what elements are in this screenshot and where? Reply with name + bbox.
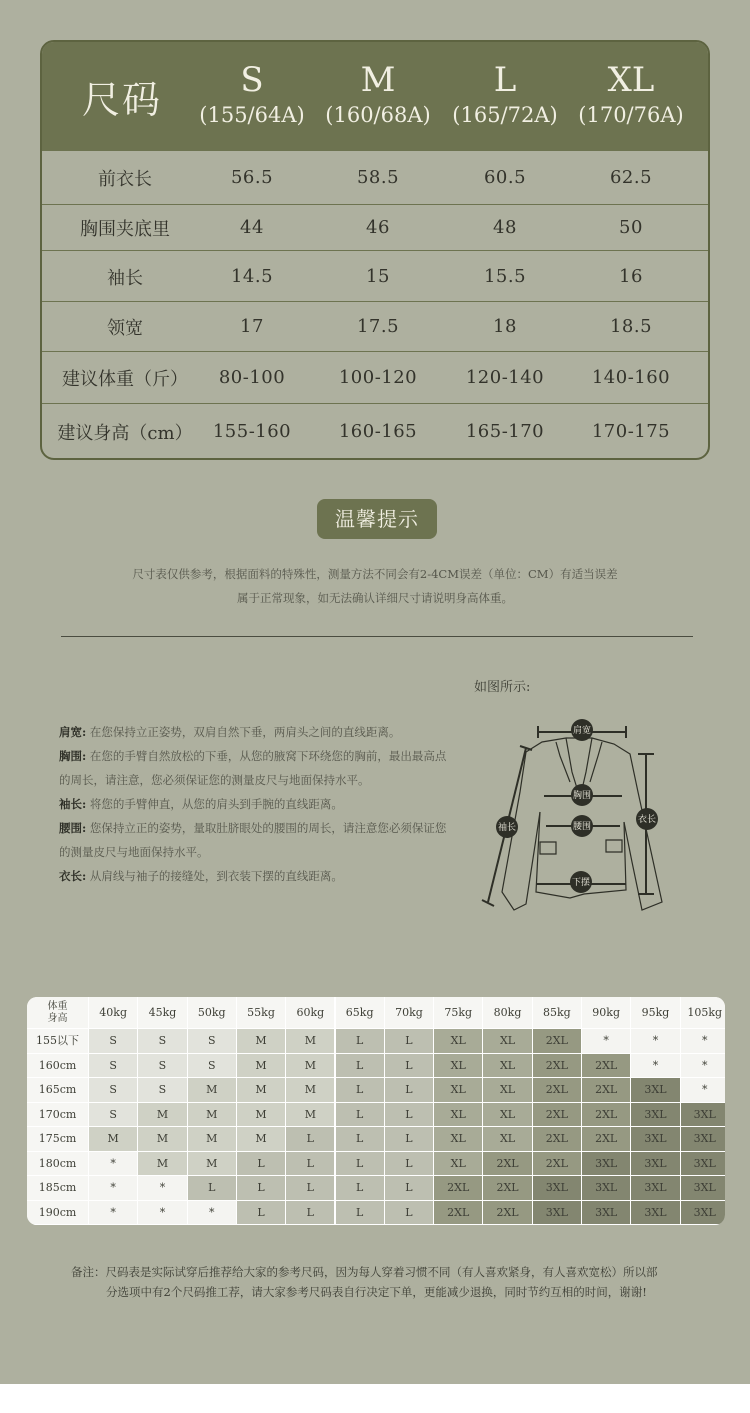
guide-item-shoulder [59, 720, 451, 744]
size-value-cell: 140-160 [591, 367, 671, 388]
size-recommendation-cell: L [237, 1176, 286, 1201]
size-recommendation-cell: 3XL [533, 1201, 582, 1226]
size-recommendation-cell: 3XL [681, 1103, 725, 1128]
size-recommendation-cell: S [89, 1103, 138, 1128]
size-recommendation-cell: * [89, 1176, 138, 1201]
size-recommendation-cell: L [336, 1201, 385, 1226]
weight-header: 105kg [681, 997, 725, 1029]
size-recommendation-cell: XL [483, 1029, 532, 1054]
size-recommendation-cell: M [89, 1127, 138, 1152]
guide-term: 袖长: [59, 797, 87, 811]
size-recommendation-cell: XL [434, 1054, 483, 1079]
size-value-cell: 15.5 [483, 266, 527, 287]
weight-header: 95kg [631, 997, 680, 1029]
size-value-cell: 100-120 [338, 367, 418, 388]
size-recommendation-cell: L [336, 1078, 385, 1103]
size-recommendation-cell: 3XL [631, 1201, 680, 1226]
waist-label: 腰围 [572, 822, 592, 832]
row-label: 建议身高（cm） [57, 422, 193, 444]
size-table-row [42, 351, 708, 404]
size-recommendation-cell: 3XL [533, 1176, 582, 1201]
height-header: 190cm [27, 1201, 89, 1226]
size-value-cell: 62.5 [609, 167, 653, 188]
height-header: 170cm [27, 1103, 89, 1128]
corner-header [27, 997, 89, 1029]
size-recommendation-cell: L [336, 1029, 385, 1054]
chest-label: 胸围 [572, 791, 592, 801]
size-recommendation-cell: M [188, 1078, 237, 1103]
size-recommendation-cell: 2XL [483, 1176, 532, 1201]
size-value-cell: 17.5 [356, 316, 400, 337]
size-recommendation-cell: L [385, 1054, 434, 1079]
size-value-cell: 48 [493, 217, 517, 238]
size-recommendation-cell: L [385, 1201, 434, 1226]
size-code: (165/72A) [452, 103, 558, 127]
weight-header: 85kg [533, 997, 582, 1029]
size-recommendation-cell: L [385, 1176, 434, 1201]
size-recommendation-cell: M [237, 1103, 286, 1128]
height-header: 165cm [27, 1078, 89, 1103]
size-recommendation-cell: M [237, 1078, 286, 1103]
size-value-cell: 165-170 [465, 421, 545, 442]
size-recommendation-cell: XL [483, 1103, 532, 1128]
size-recommendation-cell: L [336, 1127, 385, 1152]
size-recommendation-cell: 2XL [483, 1201, 532, 1226]
weight-header: 40kg [89, 997, 138, 1029]
size-value-cell: 16 [619, 266, 643, 287]
size-recommendation-cell: M [286, 1054, 335, 1079]
size-value-cell: 56.5 [230, 167, 274, 188]
size-value-cell: 120-140 [465, 367, 545, 388]
size-recommendation-cell: L [286, 1127, 335, 1152]
size-label: S [240, 60, 264, 100]
size-code: (160/68A) [325, 103, 431, 127]
size-recommendation-cell: 3XL [582, 1201, 631, 1226]
size-recommendation-cell: M [286, 1029, 335, 1054]
size-column-xl [568, 42, 694, 150]
size-recommendation-cell: * [681, 1078, 725, 1103]
size-recommendation-cell: * [631, 1054, 680, 1079]
size-table-header [42, 42, 708, 150]
size-recommendation-cell: S [138, 1078, 187, 1103]
size-recommendation-cell: S [89, 1029, 138, 1054]
size-recommendation-cell: 2XL [533, 1103, 582, 1128]
size-value-cell: 155-160 [212, 421, 292, 442]
size-recommendation-cell: M [188, 1103, 237, 1128]
size-value-cell: 44 [240, 217, 264, 238]
figure-caption: 如图所示: [474, 680, 531, 695]
weight-height-chart [27, 997, 725, 1225]
size-recommendation-cell: 2XL [533, 1127, 582, 1152]
corner-height: 身高 [47, 1012, 68, 1024]
size-recommendation-cell: 3XL [582, 1176, 631, 1201]
size-recommendation-cell: 2XL [582, 1127, 631, 1152]
size-value-cell: 15 [366, 266, 390, 287]
guide-text: 在您的手臂自然放松的下垂，从您的腋窝下环绕您的胸前，最出最高点的周长，请注意，您必须保证您的测量皮尺与地面保持水平。 [59, 749, 447, 787]
height-header: 180cm [27, 1152, 89, 1177]
size-recommendation-cell: 2XL [582, 1103, 631, 1128]
page-footer [0, 1384, 750, 1413]
size-recommendation-cell: 2XL [483, 1152, 532, 1177]
size-recommendation-cell: 2XL [434, 1176, 483, 1201]
size-recommendation-cell: 3XL [631, 1127, 680, 1152]
size-recommendation-cell: 2XL [533, 1029, 582, 1054]
size-value-cell: 58.5 [356, 167, 400, 188]
row-label: 前衣长 [98, 169, 152, 190]
size-recommendation-cell: L [385, 1103, 434, 1128]
size-recommendation-cell: * [138, 1201, 187, 1226]
size-recommendation-cell: L [385, 1127, 434, 1152]
height-header: 175cm [27, 1127, 89, 1152]
weight-header: 65kg [336, 997, 385, 1029]
size-recommendation-cell: S [188, 1054, 237, 1079]
size-value-cell: 170-175 [591, 421, 671, 442]
size-recommendation-cell: L [188, 1176, 237, 1201]
row-label: 建议体重（斤） [62, 369, 188, 390]
guide-item-sleeve [59, 792, 451, 816]
size-value-cell: 50 [619, 217, 643, 238]
guide-item-waist [59, 816, 451, 864]
row-label: 袖长 [107, 267, 143, 289]
size-recommendation-cell: M [286, 1103, 335, 1128]
size-recommendation-cell: L [336, 1103, 385, 1128]
size-recommendation-cell: 2XL [533, 1054, 582, 1079]
size-table [40, 40, 710, 460]
guide-text: 您保持立正的姿势，量取肚脐眼处的腰围的周长，请注意您必须保证您的测量皮尺与地面保持水平。 [59, 821, 447, 859]
size-table-row [42, 403, 708, 459]
tips-line-1: 尺寸表仅供参考，根据面料的特殊性，测量方法不同会有2-4CM误差（单位：CM）有适当误差 [132, 567, 618, 581]
size-recommendation-cell: * [681, 1029, 725, 1054]
size-table-row [42, 250, 708, 302]
note-line-1: 备注：尺码表是实际试穿后推荐给大家的参考尺码，因为每人穿着习惯不同（有人喜欢紧身，有人喜欢宽松）所以部 [71, 1265, 658, 1279]
size-recommendation-cell: * [188, 1201, 237, 1226]
guide-term: 衣长: [59, 869, 87, 883]
size-value-cell: 60.5 [483, 167, 527, 188]
shoulder-label: 肩宽 [572, 726, 592, 736]
weight-header: 55kg [237, 997, 286, 1029]
weight-header: 70kg [385, 997, 434, 1029]
size-recommendation-cell: XL [483, 1078, 532, 1103]
size-recommendation-cell: M [188, 1152, 237, 1177]
size-recommendation-cell: M [138, 1152, 187, 1177]
note-line-2: 分选项中有2个尺码推工荐，请大家参考尺码表自行决定下单，更能减少退换，同时节约互相的时间，谢谢! [106, 1285, 647, 1299]
size-recommendation-cell: XL [483, 1054, 532, 1079]
size-recommendation-cell: XL [434, 1029, 483, 1054]
row-label: 胸围夹底里 [80, 219, 170, 240]
size-recommendation-cell: M [237, 1054, 286, 1079]
size-value-cell: 80-100 [218, 367, 286, 388]
tips-line-2: 属于正常现象，如无法确认详细尺寸请说明身高体重。 [237, 591, 513, 605]
size-code: (155/64A) [199, 103, 305, 127]
size-value-cell: 160-165 [338, 421, 418, 442]
guide-item-chest [59, 744, 451, 792]
size-recommendation-cell: L [385, 1078, 434, 1103]
size-recommendation-cell: L [286, 1201, 335, 1226]
size-recommendation-cell: 3XL [681, 1176, 725, 1201]
weight-header: 80kg [483, 997, 532, 1029]
size-table-row [42, 204, 708, 251]
row-label: 领宽 [107, 318, 143, 339]
sleeve-label: 袖长 [497, 823, 517, 833]
size-recommendation-cell: * [681, 1054, 725, 1079]
size-column-m [315, 42, 441, 150]
height-header: 185cm [27, 1176, 89, 1201]
size-label: XL [607, 60, 655, 100]
size-recommendation-cell: XL [434, 1152, 483, 1177]
hem-label: 下摆 [571, 878, 591, 888]
size-value-cell: 46 [366, 217, 390, 238]
size-recommendation-cell: M [138, 1103, 187, 1128]
size-recommendation-cell: 2XL [582, 1078, 631, 1103]
size-recommendation-cell: L [286, 1152, 335, 1177]
size-recommendation-cell: * [631, 1029, 680, 1054]
size-recommendation-cell: * [582, 1029, 631, 1054]
size-recommendation-cell: 2XL [533, 1152, 582, 1177]
size-recommendation-cell: 3XL [631, 1078, 680, 1103]
size-recommendation-cell: 2XL [533, 1078, 582, 1103]
size-table-row [42, 150, 708, 205]
guide-term: 腰围: [59, 821, 87, 835]
size-table-title: 尺码 [81, 77, 162, 122]
weight-header: 50kg [188, 997, 237, 1029]
jacket-measurement-figure [474, 712, 674, 922]
size-recommendation-cell: L [385, 1152, 434, 1177]
size-value-cell: 14.5 [230, 266, 274, 287]
size-recommendation-cell: S [188, 1029, 237, 1054]
tips-badge: 温馨提示 [317, 499, 437, 539]
weight-header: 75kg [434, 997, 483, 1029]
size-recommendation-cell: L [336, 1152, 385, 1177]
size-recommendation-cell: 3XL [631, 1176, 680, 1201]
size-recommendation-cell: S [138, 1029, 187, 1054]
size-value-cell: 18 [493, 316, 517, 337]
size-recommendation-cell: 3XL [631, 1152, 680, 1177]
size-label: M [360, 60, 396, 100]
size-recommendation-cell: 3XL [681, 1127, 725, 1152]
size-recommendation-cell: 3XL [582, 1152, 631, 1177]
guide-term: 肩宽: [59, 725, 87, 739]
size-recommendation-cell: 3XL [631, 1103, 680, 1128]
size-recommendation-cell: L [336, 1176, 385, 1201]
size-recommendation-cell: M [237, 1127, 286, 1152]
size-recommendation-cell: * [89, 1201, 138, 1226]
size-recommendation-cell: L [237, 1201, 286, 1226]
size-recommendation-cell: 2XL [582, 1054, 631, 1079]
size-recommendation-cell: M [188, 1127, 237, 1152]
section-divider [61, 636, 693, 637]
size-recommendation-cell: * [138, 1176, 187, 1201]
size-value-cell: 18.5 [609, 316, 653, 337]
guide-term: 胸围: [59, 749, 87, 763]
length-label: 衣长 [637, 815, 657, 825]
weight-header: 90kg [582, 997, 631, 1029]
size-recommendation-cell: 3XL [681, 1201, 725, 1226]
size-recommendation-cell: XL [434, 1127, 483, 1152]
weight-header: 60kg [286, 997, 335, 1029]
size-recommendation-cell: XL [483, 1127, 532, 1152]
corner-weight: 体重 [47, 1000, 68, 1012]
size-recommendation-cell: 3XL [681, 1152, 725, 1177]
size-value-cell: 17 [240, 316, 264, 337]
size-recommendation-cell: L [336, 1054, 385, 1079]
size-recommendation-cell: S [89, 1078, 138, 1103]
size-recommendation-cell: M [286, 1078, 335, 1103]
size-recommendation-cell: L [385, 1029, 434, 1054]
size-code: (170/76A) [578, 103, 684, 127]
size-table-row [42, 301, 708, 352]
height-header: 160cm [27, 1054, 89, 1079]
weight-header: 45kg [138, 997, 187, 1029]
size-recommendation-cell: XL [434, 1103, 483, 1128]
size-recommendation-cell: M [237, 1029, 286, 1054]
size-recommendation-cell: S [89, 1054, 138, 1079]
size-label: L [493, 60, 517, 100]
height-header: 155以下 [27, 1029, 89, 1054]
size-recommendation-cell: L [237, 1152, 286, 1177]
guide-text: 将您的手臂伸直，从您的肩头到手腕的直线距离。 [89, 797, 343, 811]
size-recommendation-cell: L [286, 1176, 335, 1201]
size-column-s [189, 42, 315, 150]
guide-item-length [59, 864, 451, 888]
size-recommendation-cell: * [89, 1152, 138, 1177]
size-recommendation-cell: S [138, 1054, 187, 1079]
size-recommendation-cell: M [138, 1127, 187, 1152]
size-recommendation-cell: XL [434, 1078, 483, 1103]
size-recommendation-cell: 2XL [434, 1201, 483, 1226]
guide-text: 从肩线与袖子的接缝处，到衣装下摆的直线距离。 [89, 869, 343, 883]
guide-text: 在您保持立正姿势，双肩自然下垂，两肩头之间的直线距离。 [89, 725, 401, 739]
size-column-l [442, 42, 568, 150]
